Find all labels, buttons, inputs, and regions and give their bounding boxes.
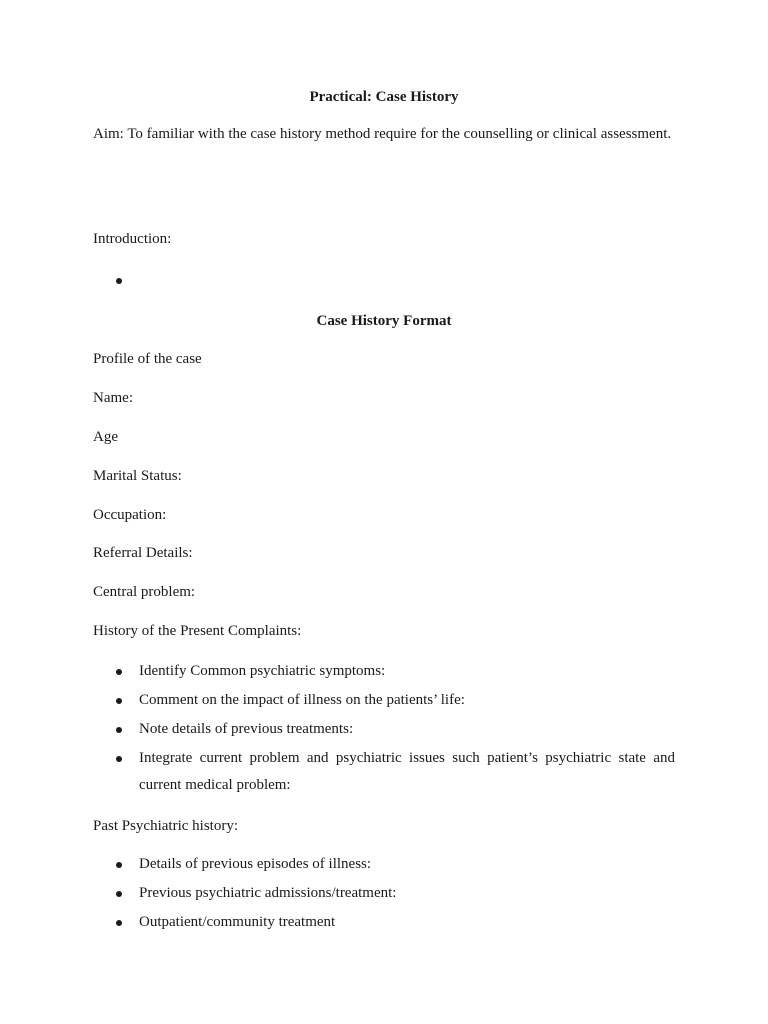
list-item: Integrate current problem and psychiatric issues such patient’s psychiatric state and current medical problem: xyxy=(139,750,675,793)
list-item: Identify Common psychiatric symptoms: xyxy=(139,663,386,679)
bullet-marker xyxy=(116,862,122,868)
bullet-marker xyxy=(116,698,122,704)
bullet-marker xyxy=(116,891,122,897)
list-item: Outpatient/community treatment xyxy=(139,914,336,930)
bullet-marker xyxy=(116,669,122,675)
aim-paragraph: Aim: To familiar with the case history method require for the counselling or clinical assessment. xyxy=(93,126,672,142)
document-title: Practical: Case History xyxy=(309,89,459,105)
empty-bullet xyxy=(116,278,122,284)
list-item: Details of previous episodes of illness: xyxy=(139,856,372,872)
bullet-marker xyxy=(116,920,122,926)
past-history-heading: Past Psychiatric history: xyxy=(93,818,238,834)
bullet-marker xyxy=(116,727,122,733)
age-field-label: Age xyxy=(93,429,118,445)
format-heading: Case History Format xyxy=(316,313,452,329)
introduction-label: Introduction: xyxy=(93,231,172,247)
central-problem-label: Central problem: xyxy=(93,584,196,600)
occupation-label: Occupation: xyxy=(93,507,167,523)
referral-details-label: Referral Details: xyxy=(93,545,193,561)
profile-heading: Profile of the case xyxy=(93,351,202,367)
list-item: Comment on the impact of illness on the patients’ life: xyxy=(139,692,465,708)
list-item: Note details of previous treatments: xyxy=(139,721,354,737)
bullet-marker xyxy=(116,756,122,762)
marital-status-label: Marital Status: xyxy=(93,468,182,484)
present-complaints-heading: History of the Present Complaints: xyxy=(93,623,302,639)
name-field-label: Name: xyxy=(93,390,133,406)
list-item: Previous psychiatric admissions/treatment: xyxy=(139,885,397,901)
